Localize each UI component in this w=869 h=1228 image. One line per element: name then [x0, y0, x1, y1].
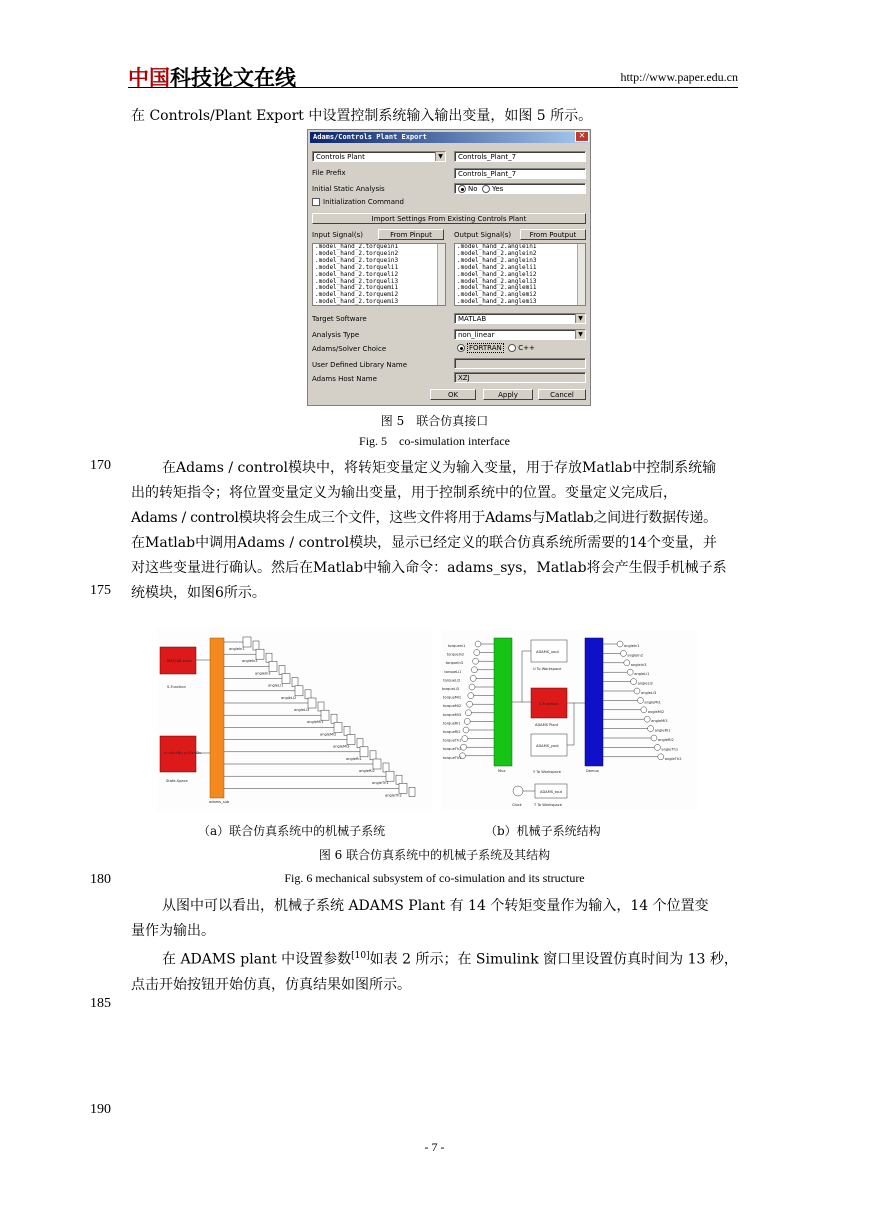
output-signal-label: angleIn3 [255, 671, 271, 676]
inport-block [468, 693, 474, 699]
scope-block [373, 759, 381, 769]
radio-cpp-label: C++ [518, 344, 535, 352]
inport-block [464, 718, 470, 724]
scope-block [295, 686, 303, 696]
figure-6b-svg [442, 630, 698, 810]
from-pinput-button[interactable]: From Pinput [378, 229, 444, 240]
output-signal-label: angleMi2 [647, 709, 665, 714]
adams-sub-bus [210, 638, 224, 798]
citation-ref[interactable]: [10] [351, 951, 370, 961]
plant-export-dialog [307, 129, 591, 406]
clock-label: Clock [512, 803, 522, 807]
initial-static-radio-group[interactable] [454, 183, 586, 194]
inport-block [462, 736, 468, 742]
file-prefix-label: File Prefix [312, 169, 346, 177]
fig6a-caption: （a）联合仿真系统中的机械子系统 [198, 824, 386, 838]
line-number-170: 170 [90, 458, 111, 473]
radio-no[interactable] [458, 185, 466, 193]
output-signal-label: angleIn2 [242, 659, 258, 664]
fig5-caption-cn: 图 5 联合仿真接口 [380, 414, 489, 428]
display-block [370, 751, 376, 760]
yout-text: ADAMS_yout [536, 744, 559, 748]
scope-block [334, 722, 342, 732]
output-signal-label: angleRi1 [346, 756, 362, 761]
apply-button[interactable]: Apply [483, 389, 533, 400]
tout-label: T To Workspace [534, 803, 562, 807]
figure-6b-subsystem-structure [442, 630, 698, 810]
dialog-titlebar [310, 132, 588, 143]
host-name-field[interactable]: XZJ [454, 372, 586, 383]
para3-text-a: 在 ADAMS plant 中设置参数 [162, 951, 352, 968]
list-item[interactable]: .model_hand_2.torquemi1 [315, 284, 399, 292]
inport-block [463, 727, 469, 733]
mux-label: Mux [498, 769, 506, 773]
sfunction-tag: MATLAB sfunc [167, 659, 193, 663]
chevron-down-icon: ▼ [575, 314, 585, 323]
input-signal-label: torqueIn3 [445, 661, 464, 666]
input-list-scrollbar[interactable] [437, 244, 445, 305]
dialog-title: Adams/Controls Plant Export [313, 133, 427, 141]
output-signal-label: angleLi3 [641, 691, 657, 695]
inport-block [465, 710, 471, 716]
sfunction-label: S-Function [167, 685, 186, 689]
adams-plant-tag: S-Function [539, 702, 558, 706]
ok-button[interactable]: OK [430, 389, 476, 400]
outport-block [644, 716, 650, 722]
input-signal-label: torqueTh3 [443, 755, 462, 760]
outport-block [641, 707, 647, 713]
outport-block [654, 744, 660, 750]
fig6-caption-en: Fig. 6 mechanical subsystem of co-simulation and its structure [284, 871, 585, 885]
output-signal-label: angleTh1 [372, 781, 389, 786]
display-block [396, 775, 402, 784]
scope-block [360, 747, 368, 757]
inport-block [475, 641, 481, 647]
input-signals-label: Input Signal(s) [312, 231, 363, 239]
plant-name-field[interactable]: Controls_Plant_7 [454, 151, 586, 162]
outport-block [634, 688, 640, 694]
adams-plant-label: ADAMS Plant [535, 723, 559, 727]
display-block [357, 739, 363, 748]
adams-sub-label: adams_sub [209, 800, 230, 804]
clock-icon [513, 786, 523, 796]
import-settings-button[interactable]: Import Settings From Existing Controls Plant [312, 213, 586, 224]
scope-block [308, 698, 316, 708]
input-signal-label: torqueMi3 [443, 712, 462, 717]
outport-block [627, 669, 633, 675]
output-signal-label: angleLi2 [281, 695, 297, 700]
output-signal-label: angleTh2 [385, 793, 402, 798]
para2-line1: 从图中可以看出，机械子系统 ADAMS Plant 有 14 个转矩变量作为输入，14 个位置变 [162, 898, 709, 914]
demux-label: Demux [586, 769, 599, 773]
output-signal-label: angleRi2 [359, 769, 375, 773]
state-space-label: State-Space [166, 779, 188, 783]
analysis-type-select[interactable]: non_linear ▼ [454, 329, 586, 340]
display-block [279, 665, 285, 674]
output-signal-label: angleIn1 [229, 647, 245, 651]
chevron-down-icon: ▼ [435, 152, 445, 161]
output-signals-list[interactable] [454, 243, 586, 306]
scope-block [386, 771, 394, 781]
radio-yes[interactable] [482, 185, 490, 193]
outport-block [617, 641, 623, 647]
list-item[interactable]: .model_hand_2.angleli2 [457, 270, 537, 278]
scope-block [256, 649, 264, 659]
state-space-tag: x'=Ax+Bu y=Cx+Du [164, 751, 202, 755]
display-block [292, 678, 298, 687]
input-signal-label: torqueLi2 [443, 678, 461, 683]
list-item[interactable]: .model_hand_2.anglemi2 [457, 291, 537, 299]
display-block [253, 641, 259, 650]
inport-block [471, 667, 477, 673]
file-prefix-field[interactable]: Controls_Plant_7 [454, 168, 586, 179]
scope-block [282, 674, 290, 684]
initial-static-label: Initial Static Analysis [312, 185, 385, 193]
input-signal-label: torqueLi3 [442, 687, 460, 691]
output-signal-label: angleRi1 [654, 728, 671, 733]
list-item[interactable]: .model_hand_2.torquein3 [315, 256, 399, 264]
input-signal-label: torqueIn2 [446, 652, 465, 657]
list-item[interactable]: .model_hand_2.anglemi3 [457, 298, 537, 306]
list-item[interactable]: .model_hand_2.anglein2 [457, 249, 537, 257]
list-item[interactable]: .model_hand_2.angleli3 [457, 277, 537, 285]
inport-block [469, 684, 475, 690]
radio-fortran[interactable] [457, 344, 465, 352]
outport-block [648, 726, 654, 732]
list-item[interactable]: .model_hand_2.torquemi2 [315, 291, 399, 299]
fig6a-output-lines [224, 637, 415, 797]
close-icon[interactable]: ✕ [575, 131, 589, 142]
output-signal-label: angleLi2 [637, 681, 653, 686]
para1-line: 统模块，如图6所示。 [131, 585, 266, 601]
input-signal-label: torqueRi2 [443, 730, 461, 734]
para1-line: Adams / control模块将会生成三个文件，这些文件将用于Adams与Matlab之间进行数据传递。 [131, 510, 717, 526]
outport-block [631, 679, 637, 685]
output-signals-label: Output Signal(s) [454, 231, 512, 239]
mux-block [494, 638, 512, 766]
display-block [305, 690, 311, 699]
outport-block [620, 650, 626, 656]
scope-block [347, 735, 355, 745]
radio-yes-label: Yes [491, 185, 504, 193]
chevron-down-icon: ▼ [575, 330, 585, 339]
inport-block [467, 701, 473, 707]
scope-block [321, 710, 329, 720]
target-software-label: Target Software [312, 315, 367, 323]
outport-block [637, 697, 643, 703]
uout-label: U To Workspace [533, 667, 562, 671]
output-signal-label: angleLi1 [634, 672, 650, 677]
line-number-180: 180 [90, 872, 111, 887]
input-signal-label: torqueTh1 [443, 738, 462, 743]
list-item[interactable]: .model_hand_2.torquein1 [315, 243, 399, 250]
input-signal-label: torqueMi1 [443, 695, 462, 700]
header-rule [128, 87, 738, 88]
radio-fortran-label: FORTRAN [469, 344, 502, 352]
line-number-190: 190 [90, 1102, 111, 1117]
para1-line: 在Adams / control模块中，将转矩变量定义为输入变量，用于存放Matlab中控制系统输 [162, 460, 717, 476]
list-item[interactable]: .model_hand_2.torqueli3 [315, 277, 399, 285]
logo-red-part: 中国 [128, 66, 170, 90]
logo-rest: 科技论文在线 [170, 66, 296, 90]
paragraph-1 [131, 456, 739, 606]
uout-text: ADAMS_uout [536, 650, 559, 654]
scope-block [269, 661, 277, 671]
display-block [331, 714, 337, 723]
solver-choice-label: Adams/Solver Choice [312, 345, 387, 353]
fig6b-output-ports [603, 641, 682, 761]
line-number-185: 185 [90, 996, 111, 1011]
demux-block [585, 638, 603, 766]
list-item[interactable]: .model_hand_2.torqueli1 [315, 263, 399, 271]
para1-line: 在Matlab中调用Adams / control模块，显示已经定义的联合仿真系统所需要的14个变量，并 [131, 535, 717, 551]
output-signal-label: angleMi1 [307, 720, 324, 725]
display-block [409, 787, 415, 796]
user-library-label: User Defined Library Name [312, 361, 408, 369]
radio-no-label: No [468, 185, 478, 193]
radio-cpp[interactable] [508, 344, 516, 352]
intro-line: 在 Controls/Plant Export 中设置控制系统输入输出变量，如图 5 所示。 [131, 108, 593, 124]
list-item[interactable]: .model_hand_2.torquemi3 [315, 298, 399, 306]
list-item[interactable]: .model_hand_2.anglein3 [457, 256, 537, 264]
input-signal-label: torqueRi1 [443, 721, 461, 726]
fig5-caption-en: Fig. 5 co-simulation interface [359, 434, 510, 448]
fig6-caption-cn: 图 6 联合仿真系统中的机械子系统及其结构 [318, 848, 551, 862]
scope-block [399, 783, 407, 793]
output-signal-label: angleTh2 [664, 756, 682, 761]
list-item[interactable]: .model_hand_2.anglemi1 [457, 284, 537, 292]
page-number: - 7 - [424, 1140, 445, 1154]
analysis-type-label: Analysis Type [312, 331, 360, 339]
list-item[interactable]: .model_hand_2.torqueli2 [315, 270, 399, 278]
para1-line: 出的转矩指令；将位置变量定义为输出变量，用于控制系统中的位置。变量定义完成后， [131, 485, 677, 501]
para3-line1 [131, 944, 741, 973]
output-list-scrollbar[interactable] [577, 244, 585, 305]
target-software-select[interactable]: MATLAB ▼ [454, 313, 586, 324]
init-command-row[interactable] [312, 198, 404, 206]
display-block [266, 653, 272, 662]
fig6b-input-ports [442, 641, 494, 760]
outport-block [658, 754, 664, 760]
output-signal-label: angleLi3 [294, 708, 310, 712]
output-signal-label: angleRi2 [658, 738, 674, 742]
output-signal-label: angleTh1 [661, 747, 679, 752]
display-block [383, 763, 389, 772]
output-signal-label: angleIn3 [630, 662, 647, 667]
input-signal-label: torqueLi1 [444, 669, 462, 674]
output-signal-label: angleMi3 [651, 719, 668, 724]
output-signal-label: angleMi2 [320, 732, 337, 737]
list-item[interactable]: .model_hand_2.torquein2 [315, 249, 399, 257]
init-command-label: Initialization Command [323, 198, 404, 206]
output-signal-label: angleMi3 [333, 744, 350, 749]
outport-block [651, 735, 657, 741]
output-signal-label: angleMi1 [644, 700, 661, 705]
output-signal-label: angleIn1 [624, 644, 640, 648]
host-name-label: Adams Host Name [312, 375, 377, 383]
para1-line: 对这些变量进行确认。然后在Matlab中输入命令：adams_sys，Matlab将会产生假手机械子系 [131, 560, 727, 576]
list-item[interactable]: .model_hand_2.angleli1 [457, 263, 537, 271]
scope-block [243, 637, 251, 647]
tout-text: ADAMS_tout [540, 790, 563, 794]
output-signal-label: angleIn2 [627, 653, 644, 658]
user-library-field[interactable] [454, 358, 586, 369]
line-number-175: 175 [90, 583, 111, 598]
input-signal-label: torqueTh2 [443, 747, 462, 752]
init-command-checkbox[interactable] [312, 198, 320, 206]
para3-text-b: 如表 2 所示；在 Simulink 窗口里设置仿真时间为 13 秒， [369, 951, 738, 968]
inport-block [474, 650, 480, 656]
yout-label: Y To Workspace [533, 770, 561, 774]
input-signals-list[interactable] [312, 243, 446, 306]
para3-line2: 点击开始按钮开始仿真，仿真结果如图所示。 [131, 976, 411, 993]
plant-type-select[interactable]: Controls Plant ▼ [312, 151, 446, 162]
fig6b-caption: （b）机械子系统结构 [485, 824, 601, 838]
paragraph-2 [131, 894, 741, 998]
outport-block [624, 660, 630, 666]
output-signal-label: angleLi1 [268, 683, 284, 688]
inport-block [473, 658, 479, 664]
list-item[interactable]: .model_hand_2.anglein1 [457, 243, 537, 250]
from-poutput-button[interactable]: From Poutput [520, 229, 586, 240]
display-block [344, 726, 350, 735]
solver-radio-group[interactable] [454, 343, 586, 354]
input-signal-label: torqueMi2 [443, 704, 462, 709]
figure-6a-mechanical-subsystem [157, 628, 432, 811]
cancel-button[interactable]: Cancel [538, 389, 586, 400]
figure-6a-svg [157, 628, 432, 811]
display-block [318, 702, 324, 711]
header-url[interactable]: http://www.paper.edu.cn [620, 70, 738, 84]
para2-line2: 量作为输出。 [131, 923, 215, 939]
inport-block [470, 675, 476, 681]
input-signal-label: torqueIn1 [448, 644, 466, 648]
